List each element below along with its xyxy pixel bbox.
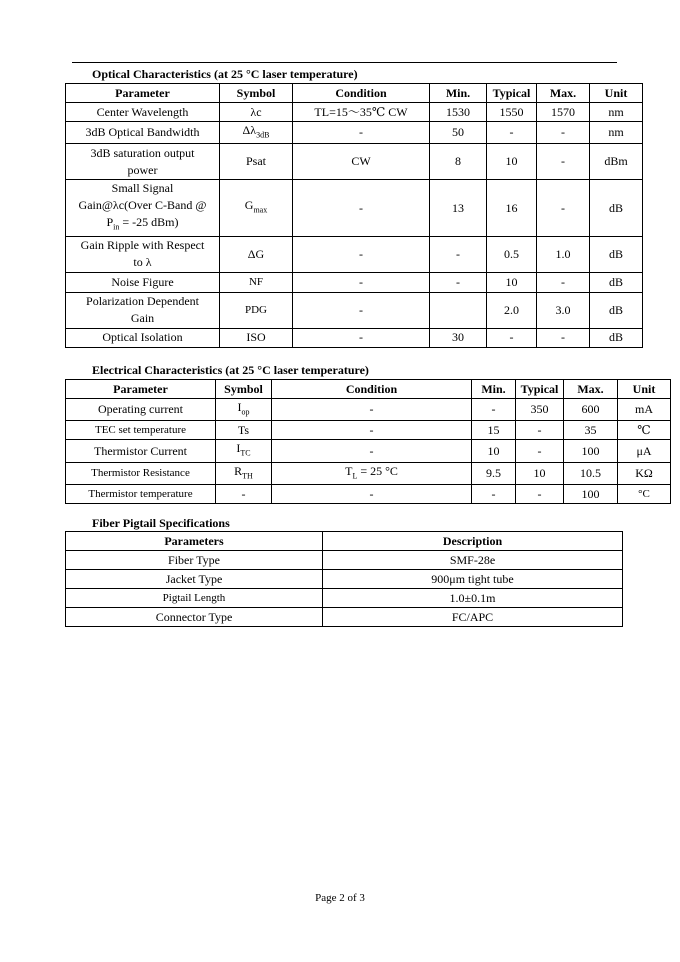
max-cell: 3.0 <box>537 292 590 328</box>
symbol-cell <box>216 462 272 484</box>
min-cell: 1530 <box>430 103 487 122</box>
condition-cell: TL=15～35℃ CW <box>293 103 430 122</box>
table-row <box>66 570 623 589</box>
min-cell: - <box>430 272 487 292</box>
unit-cell: °C <box>618 485 671 504</box>
condition-cell: - <box>272 399 472 421</box>
typical-cell: 350 <box>516 399 564 421</box>
description-cell: FC/APC <box>323 608 623 627</box>
unit-cell: nm <box>590 103 643 122</box>
symbol-cell: ΔG <box>220 236 293 272</box>
header-condition: Condition <box>272 380 472 399</box>
parameter-cell: Connector Type <box>66 608 323 627</box>
parameter-cell: Noise Figure <box>66 272 220 292</box>
header-parameters: Parameters <box>66 532 323 551</box>
table-row <box>66 485 671 504</box>
table-row <box>66 440 671 462</box>
parameter-cell: Pigtail Length <box>66 589 323 608</box>
condition-cell: - <box>272 440 472 462</box>
symbol-subscript: op <box>241 407 250 417</box>
header-condition: Condition <box>293 84 430 103</box>
page-number: Page 2 of 3 <box>315 892 365 904</box>
header-description: Description <box>323 532 623 551</box>
symbol-text: R <box>234 463 243 478</box>
condition-cell: - <box>293 292 430 328</box>
max-cell: - <box>537 272 590 292</box>
table-row <box>66 399 671 421</box>
symbol-cell <box>216 399 272 421</box>
typical-cell: - <box>516 421 564 440</box>
parameter-cell <box>66 292 220 328</box>
min-cell: 30 <box>430 328 487 347</box>
parameter-line: Polarization Dependent <box>86 294 199 309</box>
table-row <box>66 103 643 122</box>
unit-cell: nm <box>590 122 643 144</box>
header-unit: Unit <box>590 84 643 103</box>
min-cell: 9.5 <box>472 462 516 484</box>
min-cell: 50 <box>430 122 487 144</box>
typical-cell: 10 <box>516 462 564 484</box>
parameter-line: Gain@λc(Over C-Band @ <box>78 198 207 213</box>
symbol-subscript: max <box>253 205 268 215</box>
unit-cell: dB <box>590 328 643 347</box>
table-row <box>66 328 643 347</box>
max-cell: 1.0 <box>537 236 590 272</box>
table-row <box>66 122 643 144</box>
description-cell: SMF-28e <box>323 551 623 570</box>
symbol-cell: Psat <box>220 144 293 180</box>
max-cell: 100 <box>564 440 618 462</box>
condition-text: = 25 °C <box>357 463 398 478</box>
parameter-cell: Thermistor Resistance <box>66 462 216 484</box>
symbol-cell <box>220 122 293 144</box>
typical-cell: - <box>516 485 564 504</box>
table-row <box>66 292 643 328</box>
typical-cell: 10 <box>487 144 537 180</box>
min-cell <box>430 292 487 328</box>
typical-cell: 0.5 <box>487 236 537 272</box>
typical-cell: 2.0 <box>487 292 537 328</box>
parameter-cell <box>66 236 220 272</box>
header-typical: Typical <box>516 380 564 399</box>
optical-header-row <box>66 84 643 103</box>
header-parameter: Parameter <box>66 380 216 399</box>
condition-cell: - <box>272 485 472 504</box>
symbol-cell: Ts <box>216 421 272 440</box>
parameter-line: power <box>127 162 158 177</box>
parameter-cell <box>66 144 220 180</box>
max-cell: - <box>537 144 590 180</box>
parameter-cell: Center Wavelength <box>66 103 220 122</box>
parameter-cell: Operating current <box>66 399 216 421</box>
parameter-cell: TEC set temperature <box>66 421 216 440</box>
typical-cell: - <box>516 440 564 462</box>
symbol-subscript: 3dB <box>256 130 270 140</box>
header-symbol: Symbol <box>220 84 293 103</box>
condition-cell: - <box>293 180 430 236</box>
electrical-table <box>65 379 671 504</box>
parameter-line: Gain Ripple with Respect <box>80 238 205 253</box>
symbol-cell <box>216 440 272 462</box>
parameter-cell: Jacket Type <box>66 570 323 589</box>
typical-cell: 16 <box>487 180 537 236</box>
max-cell: 10.5 <box>564 462 618 484</box>
header-min: Min. <box>472 380 516 399</box>
symbol-cell: λc <box>220 103 293 122</box>
min-cell: 10 <box>472 440 516 462</box>
max-cell: 600 <box>564 399 618 421</box>
header-parameter: Parameter <box>66 84 220 103</box>
max-cell: - <box>537 180 590 236</box>
table-row <box>66 462 671 484</box>
condition-cell: - <box>293 236 430 272</box>
parameter-cell: Fiber Type <box>66 551 323 570</box>
table-row <box>66 589 623 608</box>
max-cell: 35 <box>564 421 618 440</box>
symbol-cell: ISO <box>220 328 293 347</box>
unit-cell: dB <box>590 180 643 236</box>
parameter-cell: 3dB Optical Bandwidth <box>66 122 220 144</box>
symbol-text: Δλ <box>242 123 257 137</box>
header-max: Max. <box>564 380 618 399</box>
parameter-subscript: in <box>113 222 120 232</box>
optical-section-title: Optical Characteristics (at 25 °C laser temperature) <box>92 67 358 81</box>
unit-cell: dBm <box>590 144 643 180</box>
parameter-line: Small Signal <box>111 181 174 196</box>
parameter-cell: Optical Isolation <box>66 328 220 347</box>
min-cell: 8 <box>430 144 487 180</box>
unit-cell: KΩ <box>618 462 671 484</box>
min-cell: 13 <box>430 180 487 236</box>
condition-cell: - <box>293 272 430 292</box>
min-cell: - <box>472 399 516 421</box>
symbol-subscript: TC <box>240 448 251 458</box>
symbol-text: I <box>237 400 242 414</box>
description-cell: 1.0±0.1m <box>323 589 623 608</box>
condition-cell <box>272 462 472 484</box>
min-cell: - <box>472 485 516 504</box>
max-cell: 1570 <box>537 103 590 122</box>
description-cell: 900μm tight tube <box>323 570 623 589</box>
condition-cell: - <box>293 328 430 347</box>
optical-table <box>65 83 643 348</box>
symbol-text: G <box>244 198 254 213</box>
symbol-cell: NF <box>220 272 293 292</box>
max-cell: - <box>537 122 590 144</box>
unit-cell: dB <box>590 292 643 328</box>
table-row <box>66 180 643 236</box>
electrical-section-title: Electrical Characteristics (at 25 °C laser temperature) <box>92 363 369 377</box>
parameter-line: 3dB saturation output <box>90 145 195 160</box>
parameter-line: = -25 dBm) <box>119 215 179 230</box>
typical-cell: 1550 <box>487 103 537 122</box>
unit-cell: dB <box>590 272 643 292</box>
parameter-cell <box>66 180 220 236</box>
symbol-subscript: TH <box>242 471 253 481</box>
electrical-header-row <box>66 380 671 399</box>
unit-cell: ℃ <box>618 421 671 440</box>
unit-cell: mA <box>618 399 671 421</box>
symbol-cell: PDG <box>220 292 293 328</box>
condition-subscript: L <box>352 471 358 481</box>
header-typical: Typical <box>487 84 537 103</box>
typical-cell: - <box>487 122 537 144</box>
parameter-line: to λ <box>133 255 152 270</box>
table-row <box>66 272 643 292</box>
symbol-text: I <box>236 441 241 456</box>
parameter-cell: Thermistor Current <box>66 440 216 462</box>
top-rule <box>72 62 617 63</box>
header-max: Max. <box>537 84 590 103</box>
fiber-header-row <box>66 532 623 551</box>
condition-cell: - <box>293 122 430 144</box>
fiber-table <box>65 531 623 627</box>
header-symbol: Symbol <box>216 380 272 399</box>
table-row <box>66 144 643 180</box>
parameter-cell: Thermistor temperature <box>66 485 216 504</box>
symbol-cell <box>220 180 293 236</box>
typical-cell: - <box>487 328 537 347</box>
unit-cell: dB <box>590 236 643 272</box>
table-row <box>66 421 671 440</box>
max-cell: 100 <box>564 485 618 504</box>
table-row <box>66 608 623 627</box>
fiber-section-title: Fiber Pigtail Specifications <box>92 516 230 530</box>
table-row <box>66 236 643 272</box>
typical-cell: 10 <box>487 272 537 292</box>
min-cell: - <box>430 236 487 272</box>
unit-cell: μA <box>618 440 671 462</box>
condition-cell: - <box>272 421 472 440</box>
max-cell: - <box>537 328 590 347</box>
header-unit: Unit <box>618 380 671 399</box>
parameter-line: P <box>106 215 114 230</box>
condition-cell: CW <box>293 144 430 180</box>
condition-text: T <box>345 463 353 478</box>
min-cell: 15 <box>472 421 516 440</box>
symbol-cell: - <box>216 485 272 504</box>
parameter-line: Gain <box>130 311 155 326</box>
table-row <box>66 551 623 570</box>
header-min: Min. <box>430 84 487 103</box>
